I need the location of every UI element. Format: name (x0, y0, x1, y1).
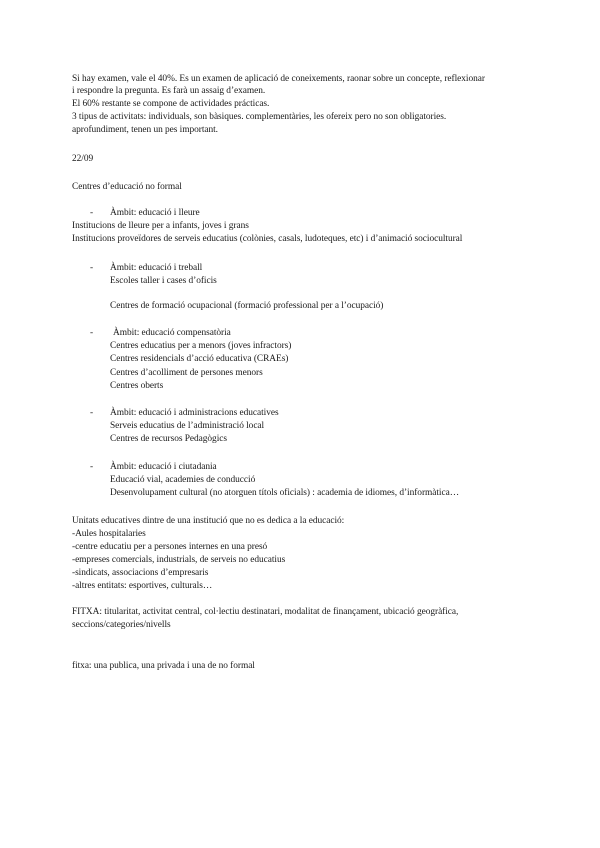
unitats-item: -Aules hospitalaries (72, 529, 146, 539)
ambit-item: Educació vial, academies de conducció (110, 475, 256, 485)
ambit-item: Centres de recursos Pedagògics (110, 434, 227, 444)
ambit-title: Àmbit: educació i lleure (110, 208, 200, 218)
ambit-item: Centres de formació ocupacional (formació professional per a l’ocupació) (110, 301, 384, 311)
date-heading: 22/09 (72, 154, 94, 164)
fitxa-line: FITXA: titularitat, activitat central, col·lectiu destinatari, modalitat de finançament, ubicació geogràfica, (72, 607, 459, 617)
ambit-item: Institucions de lleure per a infants, joves i grans (72, 221, 249, 231)
intro-line: Si hay examen, vale el 40%. Es un examen de aplicació de coneixements, raonar sobre un concepte, reflexionar (72, 74, 485, 84)
ambit-item: Escoles taller i cases d’oficis (110, 276, 217, 286)
intro-line: i respondre la pregunta. Es farà un assaig d’examen. (72, 86, 266, 96)
bullet-marker: - (90, 462, 94, 472)
ambit-title: Àmbit: educació i treball (110, 263, 203, 273)
unitats-item: -centre educatiu per a persones internes en una presó (72, 542, 268, 552)
unitats-item: -empreses comercials, industrials, de serveis no educatius (72, 555, 286, 565)
intro-line: 3 tipus de activitats: individuals, son bàsiques. complementàries, les ofereix pero no son obligatories. (72, 112, 447, 122)
bullet-marker: - (90, 328, 94, 338)
ambit-item: Centres residencials d’acció educativa (CRAEs) (110, 354, 289, 364)
ambit-item: Institucions proveïdores de serveis educatius (colònies, casals, ludoteques, etc) i d’animació sociocultural (72, 234, 463, 244)
ambit-item: Centres educatius per a menors (joves infractors) (110, 341, 292, 351)
ambit-item: Centres d’acolliment de persones menors (110, 368, 263, 378)
section-title: Centres d’educació no formal (72, 182, 182, 192)
ambit-title: Àmbit: educació i administracions educatives (110, 408, 279, 418)
fitxa-line: seccions/categories/nivells (72, 620, 171, 630)
bullet-marker: - (90, 408, 94, 418)
unitats-item: -altres entitats: esportives, culturals… (72, 581, 213, 591)
intro-line: El 60% restante se compone de actividades prácticas. (72, 99, 270, 109)
ambit-title: Àmbit: educació compensatòria (113, 328, 231, 338)
ambit-title: Àmbit: educació i ciutadania (110, 462, 217, 472)
bullet-marker: - (90, 208, 94, 218)
ambit-item: Serveis educatius de l’administració local (110, 421, 265, 431)
fitxa-note: fitxa: una publica, una privada i una de no formal (72, 661, 255, 671)
bullet-marker: - (90, 263, 94, 273)
unitats-item: -sindicats, associacions d’empresaris (72, 568, 209, 578)
unitats-title: Unitats educatives dintre de una institució que no es dedica a la educació: (72, 516, 345, 526)
ambit-item: Desenvolupament cultural (no atorguen títols oficials) : academia de idiomes, d’informàtica… (110, 488, 460, 498)
ambit-item: Centres oberts (110, 381, 164, 391)
intro-line: aprofundiment, tenen un pes important. (72, 125, 218, 135)
